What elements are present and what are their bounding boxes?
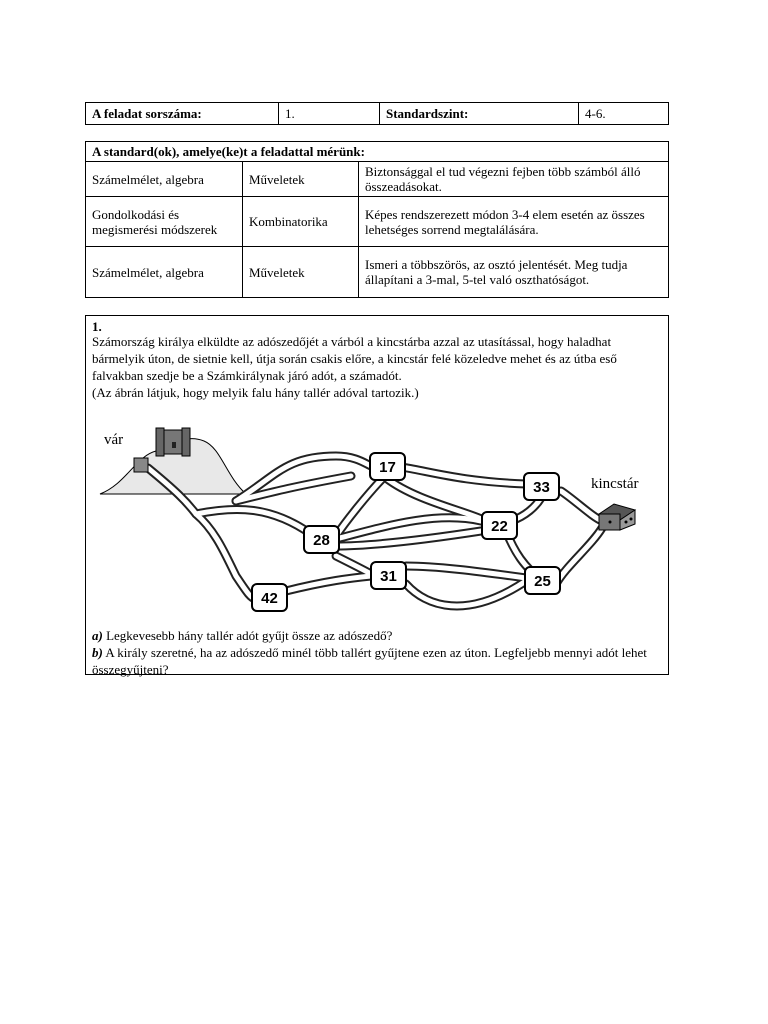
question-a-label: a) (92, 628, 103, 643)
standards-row (86, 162, 669, 197)
standards-title: A standard(ok), amelye(ke)t a feladattal mérünk: (86, 142, 669, 162)
standards-row (86, 247, 669, 298)
standard-topic: Kombinatorika (243, 197, 359, 247)
standard-level-label: Standardszint: (380, 103, 579, 125)
task-number-value: 1. (279, 103, 380, 125)
standard-area: Számelmélet, algebra (86, 162, 243, 197)
task-note: (Az ábrán látjuk, hogy melyik falu hány tallér adóval tartozik.) (92, 385, 419, 400)
question-a-text: Legkevesebb hány tallér adót gyűjt össze az adószedő? (106, 628, 393, 643)
village-17 (370, 453, 405, 480)
village-28 (304, 526, 339, 553)
standard-topic: Műveletek (243, 247, 359, 298)
question-b (92, 644, 662, 678)
question-b-text: A király szeretné, ha az adószedő minél több tallért gyűjtene ezen az úton. Legfeljebb mennyi adót lehet összegyűjteni? (92, 645, 647, 677)
village-value: 17 (379, 459, 396, 476)
standard-area: Gondolkodási és megismerési módszerek (86, 197, 243, 247)
village-42 (252, 584, 287, 611)
task-number: 1. (92, 319, 102, 334)
village-value: 22 (491, 518, 508, 535)
standard-topic: Műveletek (243, 162, 359, 197)
standard-description: Ismeri a többszörös, az osztó jelentését. Meg tudja állapítani a 3-mal, 5-tel való oszthatóságot. (359, 247, 669, 298)
standard-description: Biztonsággal el tud végezni fejben több számból álló összeadásokat. (359, 162, 669, 197)
village-33 (524, 473, 559, 500)
standard-level-value: 4-6. (579, 103, 669, 125)
end-label: kincstár (591, 476, 639, 492)
village-value: 28 (313, 532, 330, 549)
village-25 (525, 567, 560, 594)
task-intro: Számország királya elküldte az adószedőjét a várból a kincstárba azzal az utasítással, hogy haladhat bármelyik úton, de sietnie kell, útja során csakis előre, a kincstár felé közeledve mehet és az útba eső falvakban szedje be a Számkirálynak járó adót, a számadót. (92, 334, 617, 383)
standard-area: Számelmélet, algebra (86, 247, 243, 298)
task-header-table (85, 102, 669, 125)
standard-description: Képes rendszerezett módon 3-4 elem esetén az összes lehetséges sorrend megtalálására. (359, 197, 669, 247)
question-a (92, 627, 662, 644)
start-label: vár (104, 432, 124, 448)
village-31 (371, 562, 406, 589)
village-value: 42 (261, 590, 278, 607)
task-number-label: A feladat sorszáma: (86, 103, 279, 125)
treasury-icon (599, 504, 635, 530)
road-map (86, 316, 670, 626)
village-22 (482, 512, 517, 539)
village-value: 33 (533, 479, 550, 496)
village-value: 25 (534, 573, 551, 590)
standards-table (85, 141, 669, 298)
task-box (85, 315, 669, 675)
question-b-label: b) (92, 645, 103, 660)
standards-row (86, 197, 669, 247)
village-value: 31 (380, 568, 397, 585)
